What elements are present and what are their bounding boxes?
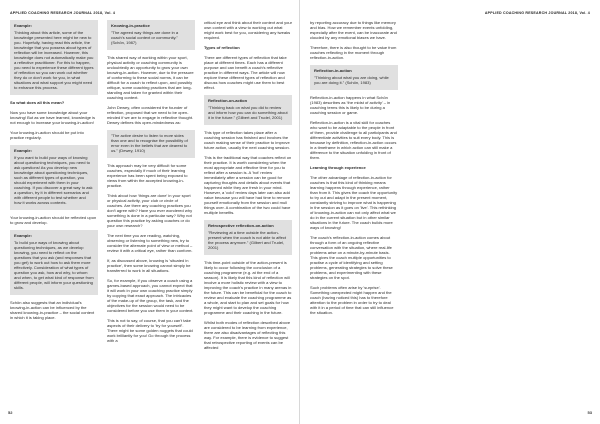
running-head-right: APPLIED COACHING RESEARCH JOURNAL 2018, Vol. 4 [484, 11, 590, 15]
box-text: "Reviewing at a time outside the action-present when the coach is not able to affect the process anymore." (Gilbert and Trudel, 2001) [208, 230, 286, 250]
section-heading: Types of reflection [204, 45, 240, 50]
paragraph: Now you have some knowledge about your knowing! But as we have learned, knowledge is not enough to increase your knowing-in-action! [10, 110, 96, 125]
paragraph: The other advantage of reflection-in-action for coaches is that this kind of thinking means learning happens through experience, rather than from it. This gives the coach the opportunity to try out and adapt in the present moment, constantly striving to improve what is happening in the session as it goes on 'live'. This rethinking of knowing-in-action can not only affect what we do in the current situation but in other similar situations in the future. The coach builds more ways of knowing! [310, 175, 398, 230]
paragraph: If, as discussed above, knowing is 'situated in practice', then some knowing cannot simply be transferred to work in all situations. [107, 258, 191, 273]
paragraph: Your knowing-in-action should be put into practice regularly. [10, 130, 84, 140]
box-title: Reflection-in-action [314, 68, 352, 73]
paragraph: The coach's reflection-in-action comes about through a form of an ongoing reflective conversation with the situation, where real-life problems arise on a minute-by-minute basis. This gives the coach multiple opportunities to practise a cycle of identifying and setting problems, generating strategies to solve these problems, and experimenting with these strategies on the spot. [310, 235, 393, 280]
box-text: To build your ways of knowing about questioning techniques, as we develop knowing, you need to reflect on the questions that you ask (and responses that you get) to work out how to ask them more effectively. Consideration of what types of question you ask, how and why, to whom and when, to get what kind of response from different people, will inform your questioning skills. [14, 240, 94, 290]
box-title: Reflection-on-action [208, 98, 248, 103]
page-number-right: 53 [587, 410, 592, 415]
example-box [10, 20, 98, 95]
box-title: Knowing-in-practice [111, 23, 150, 28]
paragraph: John Dewey, often considered the founder of reflection, proposed that we need to be open-minded if we are to engage in reflective thought. Dewey defines this open-mindedness as: [107, 105, 194, 125]
running-head-left: APPLIED COACHING RESEARCH JOURNAL 2018, Vol. 4 [10, 11, 116, 15]
definition-box [204, 95, 292, 125]
box-title: Retrospective reflection-on-action [208, 223, 274, 228]
paragraph: Whilst both modes of reflection described above are considered to be learning from experience, there are also disadvantages of reflecting this way. For example, there is evidence to suggest that retrospective reporting of events can be affected [204, 320, 291, 350]
section-heading: Learning through experience [310, 165, 366, 170]
paragraph: Schön also suggests that an individual's knowing-in-action can be influenced by the shared knowing-in-practice – the social context in which it is taking place. [10, 300, 95, 320]
example-box [10, 230, 98, 295]
paragraph: by reporting accuracy due to things like memory and bias. How we remember events unfolding, especially after the event, can be inaccurate and clouded by any emotional biases we have. [310, 20, 397, 40]
paragraph: This time-point outside of the action-present is likely to occur following the conclusion of a coaching programme (e.g. at the end of a season). It is likely that this kind of reflection will involve a more holistic review with a view to improving the coach's practice in many arenas in the future. This can be beneficial for the coach to review and evaluate the coaching programme as a whole, and start to plan and set goals for how they might want to develop the coaching programme and their coaching in the future. [204, 260, 292, 315]
definition-box [204, 220, 292, 255]
box-text: "Thinking back on what you did to review and inform how you can do something about it in the future." (Gilbert and Trudel, 2001) [208, 105, 288, 120]
paragraph: This is the traditional way that coaches reflect on their practice. It is worth considering when the most appropriate and effective time for you to reflect after a session is. A 'hot' review immediately after a session can be good for capturing thoughts and details about events that happened while they are fresh in your mind. However, a 'cold' review days later can also add value because you will have had time to remove yourself emotionally from the session and mull things over. A combination of the two could have multiple benefits. [204, 155, 292, 215]
right-column-1 [310, 20, 398, 320]
box-text: "The active desire to listen to more sides than one and to recognise the possibility of error even in the beliefs that are dearest to us." (Dewey, 1910) [111, 133, 188, 153]
quote-box [107, 130, 195, 158]
left-column-3 [204, 20, 292, 355]
page-number-left: 52 [8, 410, 13, 415]
definition-box [310, 65, 398, 90]
box-text: "The agreed way things are done in a coach's social context or community." (Schön, 1987) [111, 30, 179, 45]
left-column-2 [107, 20, 195, 348]
paragraph: Reflection-in-action happens in what Schön (1983) describes as 'the midst of activity' – in coaching terms this is likely to be during a coaching session or game. [310, 95, 391, 115]
box-title: Example: [14, 233, 32, 238]
paragraph: There are different types of reflection that take place at different times. Each has a different purpose and can benefit a coach's reflective practice in different ways. The article will now explore these different types of reflection and discuss how coaches might use them to best effect. [204, 55, 287, 90]
paragraph: Such problems often arise by 'surprise'. Something unexpected might happen and the coach (having noticed this) has to therefore attention to the problem in order to try to deal with it in a period of time that can still influence the situation. [310, 285, 394, 315]
paragraph: Reflection-in-action is a vital skill for coaches who want to be adaptable to the people in front of them, provide challenge to all participants and differentiate activities to suit every body. This is because by definition, reflection-in-action occurs in a timeframe in which action can still make a difference to the situation unfolding in front of them. [310, 120, 397, 160]
paragraph: critical eye and think about their context and your own context with a view to working out what might work best for you, considering any tweaks required. [204, 20, 292, 40]
paragraph: This shared way of working within your sport, physical activity or coaching community is undoubtedly an opportunity to grow your own knowing-in-action. However, due to the pressure of conforming to these social norms, it can be difficult for a coach to reflect upon, and possibly critique, some coaching practices that are long-standing and taken for granted within their coaching context. [107, 55, 194, 100]
paragraph: Therefore, there is also thought to be value from coaches reflecting in the moment through reflection-in-action. [310, 45, 397, 60]
box-title: Example: [14, 148, 32, 153]
paragraph: Think about how 'things are done' in your sport or physical activity, your club or circle of coaches. Are there any coaching practices you don't agree with? Have you ever wondered why something is done in a particular way? Why not question this practice by asking coaches or do your own research? [107, 193, 193, 228]
paragraph: Your knowing-in-action should be reflected upon to grow and develop. [10, 215, 97, 225]
paragraph: This is not to say, of course, that you can't take aspects of their delivery to 'try for yourself'. There might be some golden nuggets that could work brilliantly for you! Go through the process with a [107, 318, 193, 343]
paragraph: This type of reflection takes place after a coaching session has finished and involves the coach making sense of their practice to improve future action, usually the next coaching session. [204, 130, 290, 150]
left-column-1 [10, 20, 98, 325]
paragraph: This approach may be very difficult for some coaches, especially if much of their learning experience has been spent being exposed to views from within the accepted knowing-in-practice. [107, 163, 188, 188]
right-page [300, 0, 600, 424]
example-box [10, 145, 98, 210]
paragraph: So, for example, if you observe a coach using a games-based approach, you cannot expect that it will work in your own coaching practice simply by copying that exact approach. The intricacies of the make-up of the group, the task, and the objectives for the session would need to be considered before you use them in your context. [107, 278, 194, 313]
box-text: If you want to build your ways of knowing about questioning techniques, you need to ask questions! As you develop new knowledge about questioning techniques, such as different types of question, you should experiment with them in your coaching. If you discover a great way to ask a question, try it in different scenarios and with different people to test whether and how it works across contexts. [14, 155, 93, 205]
box-text: Thinking about this article, some of the knowledge presented here might be new to you. Hopefully, having read this article, the knowledge that you possess about types of reflection will be increased. However, this knowledge does not automatically make you a reflective practitioner. For this to happen, you need to experience these different types of reflection so you can work out whether they do or don't work for you, in what situations and what support you might need to enhance this process. [14, 30, 94, 90]
box-title: Example: [14, 23, 32, 28]
box-text: "Thinking about what you are doing, while you are doing it." (Schön, 1983) [314, 75, 389, 85]
section-heading: So what does all this mean? [10, 100, 65, 105]
paragraph: The next time you are reading, watching, observing or listening to something new, try to consider the alternate point of view or method – review it with a critical eye, rather than conform. [107, 233, 193, 253]
definition-box [107, 20, 195, 50]
